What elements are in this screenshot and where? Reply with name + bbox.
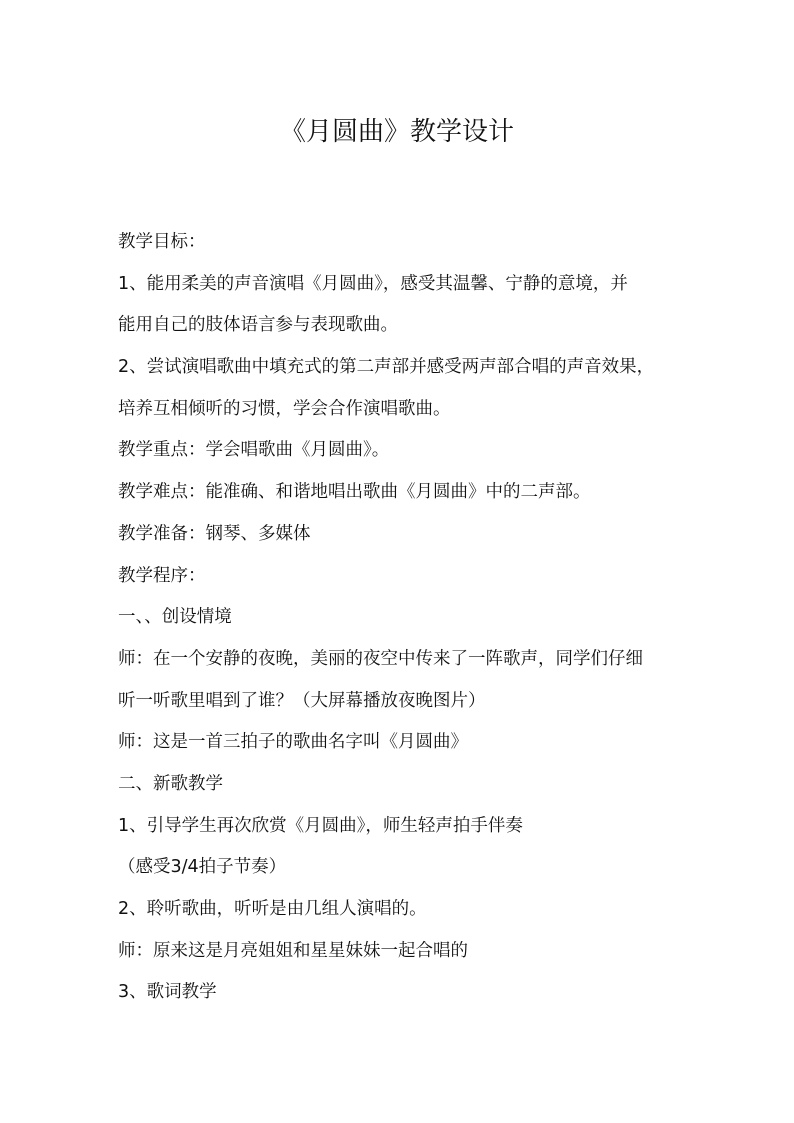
document-body — [118, 222, 688, 1014]
paragraph-line: （感受3/4拍子节奏） — [118, 857, 287, 878]
paragraph-line: 教学难点：能准确、和谐地唱出歌曲《月圆曲》中的二声部。 — [118, 482, 591, 503]
paragraph-line: 培养互相倾听的习惯，学会合作演唱歌曲。 — [118, 398, 451, 419]
section-heading-procedure: 教学程序： — [118, 565, 206, 586]
paragraph-line: 能用自己的肢体语言参与表现歌曲。 — [118, 315, 398, 336]
paragraph-line: 1、能用柔美的声音演唱《月圆曲》，感受其温馨、宁静的意境，并 — [118, 273, 628, 294]
paragraph-line: 2、聆听歌曲，听听是由几组人演唱的。 — [118, 899, 427, 919]
section-heading: 二、新歌教学 — [118, 773, 223, 794]
paragraph-line: 教学重点：学会唱歌曲《月圆曲》。 — [118, 440, 390, 461]
section-heading: 一、、创设情境 — [118, 607, 232, 628]
paragraph-line: 听一听歌里唱到了谁？（大屏幕播放夜晚图片） — [118, 690, 486, 711]
section-heading-objectives: 教学目标： — [118, 232, 206, 252]
document-title: 《月圆曲》教学设计 — [279, 117, 514, 147]
paragraph-line: 3、歌词教学 — [118, 982, 217, 1003]
paragraph-line: 师：这是一首三拍子的歌曲名字叫《月圆曲》 — [118, 732, 468, 753]
paragraph-line: 教学准备：钢琴、多媒体 — [118, 523, 311, 544]
paragraph-line: 1、引导学生再次欣赏《月圆曲》，师生轻声拍手伴奏 — [118, 815, 523, 836]
paragraph-line: 师：原来这是月亮姐姐和星星妹妹一起合唱的 — [118, 940, 468, 961]
paragraph-line: 师：在一个安静的夜晚，美丽的夜空中传来了一阵歌声，同学们仔细 — [118, 648, 643, 669]
paragraph-line: 2、尝试演唱歌曲中填充式的第二声部并感受两声部合唱的声音效果， — [118, 357, 655, 378]
